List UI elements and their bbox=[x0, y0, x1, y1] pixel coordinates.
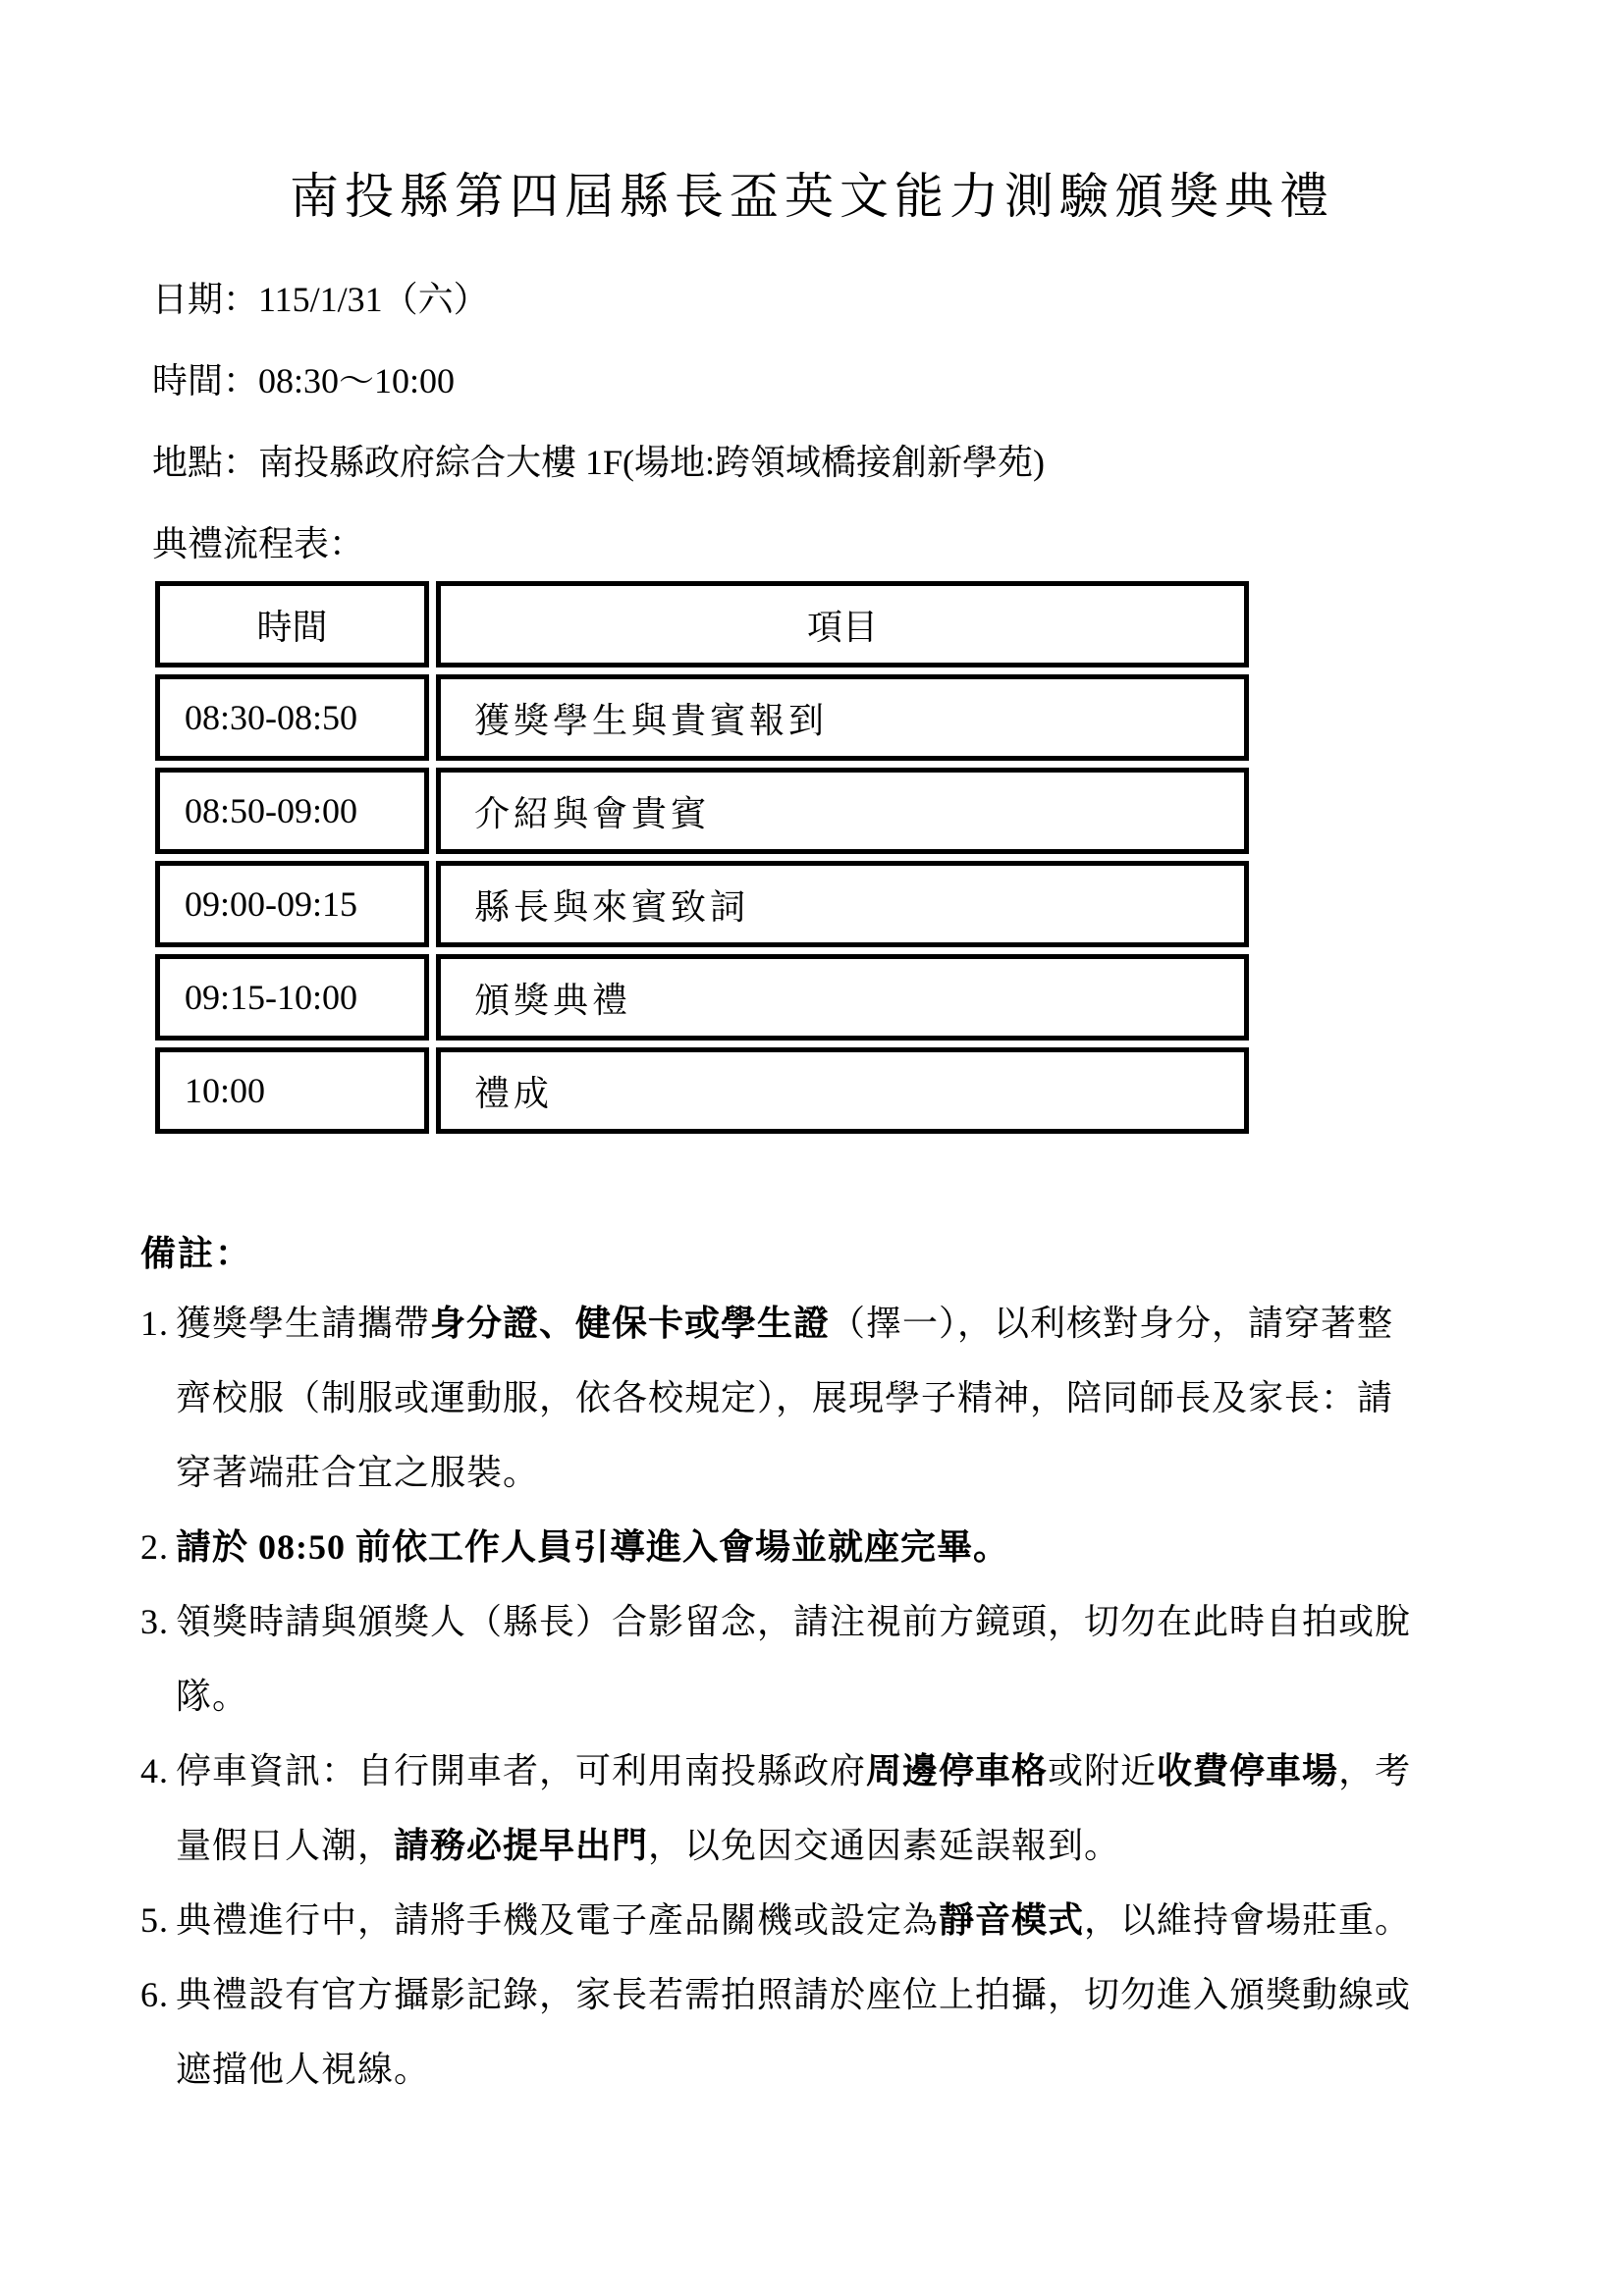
schedule-row bbox=[155, 674, 1249, 761]
schedule-row bbox=[155, 861, 1249, 947]
note-line-continuation bbox=[140, 1808, 1505, 1883]
note-number: 2. bbox=[140, 1527, 169, 1567]
note-text: 齊校服（制服或運動服，依各校規定），展現學子精神，陪同師長及家長：請 bbox=[176, 1378, 1394, 1417]
note-text: 穿著端莊合宜之服裝。 bbox=[176, 1453, 540, 1492]
schedule-item-cell: 禮成 bbox=[436, 1047, 1249, 1134]
note-text: 領獎時請與頒獎人（縣長）合影留念，請注視前方鏡頭，切勿在此時自拍或脫 bbox=[176, 1602, 1412, 1641]
document-title: 南投縣第四屆縣長盃英文能力測驗頒獎典禮 bbox=[290, 169, 1334, 224]
note-line-continuation bbox=[140, 1659, 1505, 1734]
notes-list bbox=[140, 1286, 1505, 2107]
schedule-table bbox=[148, 574, 1256, 1141]
note-item bbox=[140, 1734, 1505, 1883]
note-item bbox=[140, 1883, 1505, 1957]
note-text-bold: 請務必提早出門 bbox=[394, 1826, 649, 1865]
note-text-bold: 靜音模式 bbox=[939, 1900, 1085, 1940]
note-line bbox=[140, 1510, 1505, 1584]
note-line bbox=[140, 1286, 1505, 1361]
note-line bbox=[140, 1957, 1505, 2032]
notes-heading: 備註： bbox=[140, 1234, 253, 1273]
note-text: 遮擋他人視線。 bbox=[176, 2050, 431, 2089]
schedule-header-item: 項目 bbox=[436, 581, 1249, 667]
schedule-row bbox=[155, 768, 1249, 854]
schedule-time-cell: 09:00-09:15 bbox=[155, 861, 429, 947]
schedule-header-time: 時間 bbox=[155, 581, 429, 667]
note-text: ，考 bbox=[1338, 1751, 1412, 1790]
note-text: 典禮進行中，請將手機及電子產品關機或設定為 bbox=[176, 1900, 940, 1940]
note-number: 5. bbox=[140, 1900, 169, 1940]
schedule-item-cell: 頒獎典禮 bbox=[436, 954, 1249, 1041]
note-text: 獲獎學生請攜帶 bbox=[176, 1304, 431, 1343]
schedule-time-cell: 08:50-09:00 bbox=[155, 768, 429, 854]
schedule-item-cell: 縣長與來賓致詞 bbox=[436, 861, 1249, 947]
schedule-time-cell: 09:15-10:00 bbox=[155, 954, 429, 1041]
note-line-continuation bbox=[140, 1435, 1505, 1510]
note-text-bold: 請於 08:50 前依工作人員引導進入會場並就座完畢。 bbox=[176, 1527, 1009, 1567]
note-line-continuation bbox=[140, 2032, 1505, 2107]
note-line-continuation bbox=[140, 1361, 1505, 1435]
note-text: ，以維持會場莊重。 bbox=[1084, 1900, 1412, 1940]
note-text: 停車資訊：自行開車者，可利用南投縣政府 bbox=[176, 1751, 867, 1790]
note-text: 隊。 bbox=[176, 1677, 249, 1716]
note-number: 6. bbox=[140, 1975, 169, 2014]
note-line bbox=[140, 1734, 1505, 1808]
note-number: 3. bbox=[140, 1602, 169, 1641]
event-time: 時間：08:30～10:00 bbox=[152, 361, 456, 400]
notes-section bbox=[140, 1227, 1505, 2107]
schedule-item-cell: 獲獎學生與貴賓報到 bbox=[436, 674, 1249, 761]
note-text: ，以免因交通因素延誤報到。 bbox=[648, 1826, 1121, 1865]
schedule-item-cell: 介紹與會貴賓 bbox=[436, 768, 1249, 854]
note-item bbox=[140, 1957, 1505, 2107]
schedule-time-cell: 10:00 bbox=[155, 1047, 429, 1134]
schedule-row bbox=[155, 1047, 1249, 1134]
note-text-bold: 周邊停車格 bbox=[866, 1751, 1049, 1790]
note-item bbox=[140, 1286, 1505, 1510]
schedule-body bbox=[155, 674, 1249, 1134]
note-text-bold: 收費停車場 bbox=[1157, 1751, 1339, 1790]
event-date: 日期：115/1/31（六） bbox=[152, 280, 489, 319]
note-text: 量假日人潮， bbox=[176, 1826, 395, 1865]
event-location: 地點：南投縣政府綜合大樓 1F(場地:跨領域橋接創新學苑) bbox=[152, 443, 1046, 482]
note-text: 典禮設有官方攝影記錄，家長若需拍照請於座位上拍攝，切勿進入頒獎動線或 bbox=[176, 1975, 1412, 2014]
note-text: （擇一），以利核對身分，請穿著整 bbox=[830, 1304, 1394, 1343]
note-number: 4. bbox=[140, 1751, 169, 1790]
note-text: 或附近 bbox=[1048, 1751, 1158, 1790]
schedule-caption: 典禮流程表： bbox=[152, 524, 365, 563]
note-item bbox=[140, 1510, 1505, 1584]
schedule-row bbox=[155, 954, 1249, 1041]
note-line bbox=[140, 1883, 1505, 1957]
note-line bbox=[140, 1584, 1505, 1659]
event-meta bbox=[152, 279, 1624, 564]
schedule-time-cell: 08:30-08:50 bbox=[155, 674, 429, 761]
note-text-bold: 身分證、健保卡或學生證 bbox=[430, 1304, 831, 1343]
schedule-header-row bbox=[155, 581, 1249, 667]
note-number: 1. bbox=[140, 1304, 169, 1343]
schedule-header bbox=[155, 581, 1249, 667]
note-item bbox=[140, 1584, 1505, 1734]
